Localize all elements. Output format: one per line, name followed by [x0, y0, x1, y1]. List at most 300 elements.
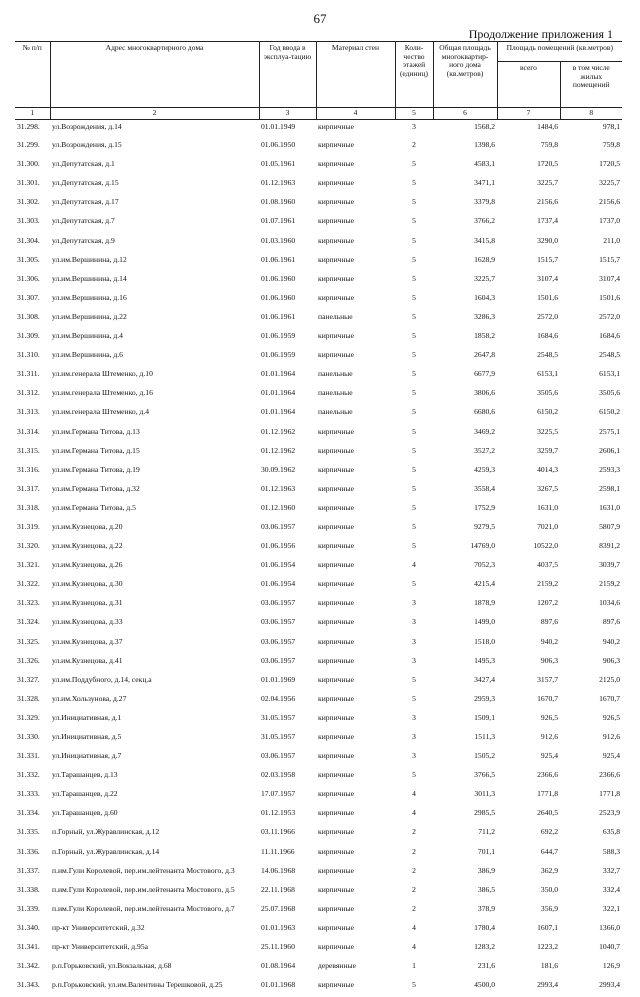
living-area: 926,5 [602, 712, 621, 722]
col-number-1: 1 [15, 108, 50, 120]
wall-material: кирпичные [318, 445, 355, 455]
total-area: 6680,6 [474, 407, 495, 417]
table-row [15, 520, 622, 539]
floors-count: 3 [412, 121, 416, 131]
living-area: 2548,5 [599, 350, 621, 360]
wall-material: кирпичные [318, 922, 355, 932]
row-number: 31.304. [17, 235, 40, 245]
wall-material: кирпичные [318, 846, 355, 856]
total-area: 2647,8 [474, 350, 495, 360]
row-number: 31.322. [17, 579, 40, 589]
address: ул.им.Кузнецова, д.20 [52, 521, 123, 531]
wall-material: кирпичные [318, 350, 355, 360]
premises-area-all: 1684,6 [537, 331, 558, 341]
year-built: 03.06.1957 [261, 655, 296, 665]
premises-area-all: 4014,3 [537, 464, 558, 474]
premises-area-all: 3267,5 [537, 483, 558, 493]
wall-material: кирпичные [318, 178, 355, 188]
total-area: 6677,9 [474, 369, 495, 379]
row-number: 31.320. [17, 541, 40, 551]
address: ул.им.генерала Штеменко, д.10 [52, 369, 153, 379]
total-area: 3225,7 [474, 273, 495, 283]
premises-area-all: 2993,4 [537, 980, 558, 990]
living-area: 3107,4 [599, 273, 621, 283]
premises-area-all: 1515,7 [537, 254, 558, 264]
table-row [15, 234, 622, 253]
table-row [15, 768, 622, 787]
floors-count: 5 [412, 159, 416, 169]
year-built: 01.06.1950 [261, 140, 296, 150]
address: ул.им.Вершинина, д.22 [52, 311, 127, 321]
row-number: 31.308. [17, 311, 40, 321]
floors-count: 5 [412, 369, 416, 379]
table-row [15, 157, 622, 176]
premises-area-all: 644,7 [540, 846, 558, 856]
floors-count: 5 [412, 770, 416, 780]
wall-material: кирпичные [318, 732, 355, 741]
wall-material: кирпичные [318, 827, 355, 837]
floors-count: 4 [412, 789, 416, 799]
premises-area-all: 2572,0 [537, 311, 558, 321]
row-number: 31.298. [17, 121, 40, 131]
living-area: 2159,2 [599, 579, 621, 589]
col-number-6: 6 [433, 108, 497, 120]
premises-area-all: 2548,5 [537, 350, 558, 360]
premises-area-all: 1771,8 [537, 789, 558, 799]
address: ул.Депутатская, д.9 [52, 235, 115, 245]
floors-count: 3 [412, 712, 416, 722]
row-number: 31.303. [17, 216, 40, 226]
premises-area-all: 362,9 [540, 865, 558, 875]
total-area: 3766,5 [474, 770, 495, 780]
address: ул.им.Хользунова, д.27 [52, 693, 127, 703]
address: ул.Тарашанцев, д.22 [52, 789, 118, 799]
living-area: 3225,7 [599, 178, 621, 188]
table-row [15, 119, 622, 138]
table-row [15, 692, 622, 711]
row-number: 31.317. [17, 483, 40, 493]
year-built: 30.09.1962 [261, 464, 296, 474]
living-area: 2593,3 [599, 464, 621, 474]
premises-area-all: 3505,6 [537, 388, 558, 398]
premises-area-all: 7021,0 [537, 521, 558, 531]
total-area: 3286,3 [474, 311, 495, 321]
total-area: 1398,6 [474, 140, 495, 150]
total-area: 3558,4 [474, 483, 495, 493]
living-area: 126,9 [602, 961, 621, 971]
address: пр-кт Университетский, д.32 [52, 922, 145, 932]
floors-count: 2 [412, 903, 416, 913]
table-row [15, 806, 622, 825]
living-area: 1034,6 [599, 598, 621, 608]
row-number: 31.319. [17, 521, 40, 531]
floors-count: 5 [412, 388, 416, 398]
address: ул.им.Вершинина, д.16 [52, 292, 127, 302]
total-area: 1604,3 [474, 292, 495, 302]
total-area: 3471,1 [474, 178, 495, 188]
living-area: 332,7 [602, 865, 621, 875]
year-built: 01.01.1969 [261, 674, 296, 684]
floors-count: 5 [412, 311, 416, 321]
address: ул.Депутатская, д.17 [52, 197, 119, 207]
premises-area-all: 3225,5 [537, 426, 558, 436]
table-row [15, 214, 622, 233]
wall-material: кирпичные [318, 254, 355, 264]
address: ул.Депутатская, д.15 [52, 178, 119, 188]
row-number: 31.309. [17, 331, 40, 341]
row-number: 31.314. [17, 426, 40, 436]
row-number: 31.334. [17, 808, 40, 818]
premises-area-all: 3157,7 [537, 674, 558, 684]
address: ул.Тарашанцев, д.60 [52, 808, 118, 818]
row-number: 31.330. [17, 732, 40, 741]
table-row [15, 749, 622, 768]
wall-material: кирпичные [318, 693, 355, 703]
row-number: 31.332. [17, 770, 40, 780]
address: р.п.Горьковский, ул.Вокзальная, д.68 [52, 961, 172, 971]
year-built: 01.08.1964 [261, 961, 296, 971]
year-built: 01.01.1964 [261, 407, 296, 417]
address: ул.им.Кузнецова, д.26 [52, 560, 123, 570]
floors-count: 5 [412, 980, 416, 990]
year-built: 01.12.1963 [261, 178, 296, 188]
total-area: 2985,5 [474, 808, 495, 818]
table-row [15, 405, 622, 424]
floors-count: 5 [412, 579, 416, 589]
total-area: 1511,3 [474, 732, 495, 741]
total-area: 3011,3 [474, 789, 495, 799]
year-built: 22.11.1968 [261, 884, 295, 894]
row-number: 31.337. [17, 865, 40, 875]
address: ул.Возрождения, д.14 [52, 121, 122, 131]
wall-material: кирпичные [318, 617, 355, 627]
address: ул.им.Кузнецова, д.33 [52, 617, 123, 627]
wall-material: кирпичные [318, 197, 355, 207]
year-built: 01.12.1963 [261, 483, 296, 493]
premises-area-all: 356,9 [540, 903, 558, 913]
row-number: 31.336. [17, 846, 40, 856]
address: ул.им.Вершинина, д.12 [52, 254, 127, 264]
address: ул.им.Поддубного, д.14, секц.а [52, 674, 152, 684]
address: пр-кт Университетский, д.95а [52, 942, 148, 952]
address: ул.им.Кузнецова, д.31 [52, 598, 123, 608]
address: ул.им.Германа Титова, д.15 [52, 445, 140, 455]
address: ул.Тарашанцев, д.13 [52, 770, 118, 780]
header-premises-all: всего [497, 62, 560, 108]
table-row [15, 959, 622, 978]
table-row [15, 367, 622, 386]
row-number: 31.313. [17, 407, 40, 417]
table-row [15, 291, 622, 310]
row-number: 31.316. [17, 464, 40, 474]
address: ул.им.Кузнецова, д.41 [52, 655, 123, 665]
header-floors: Коли-чество этажей (единиц) [395, 42, 433, 108]
year-built: 02.04.1956 [261, 693, 296, 703]
row-number: 31.335. [17, 827, 40, 837]
total-area: 701,1 [477, 846, 495, 856]
floors-count: 5 [412, 273, 416, 283]
year-built: 01.12.1953 [261, 808, 296, 818]
row-number: 31.341. [17, 942, 40, 952]
premises-area-all: 10522,0 [533, 541, 558, 551]
wall-material: панельные [318, 388, 353, 398]
row-number: 31.339. [17, 903, 40, 913]
total-area: 4500,0 [474, 980, 495, 990]
wall-material: кирпичные [318, 751, 355, 761]
floors-count: 1 [412, 961, 416, 971]
table-row [15, 386, 622, 405]
total-area: 14769,0 [470, 541, 495, 551]
premises-area-all: 6150,2 [537, 407, 558, 417]
address: ул.им.Кузнецова, д.30 [52, 579, 123, 589]
total-area: 1858,2 [474, 331, 495, 341]
floors-count: 4 [412, 922, 416, 932]
wall-material: кирпичные [318, 808, 355, 818]
premises-area-all: 2159,2 [537, 579, 558, 589]
row-number: 31.342. [17, 961, 40, 971]
premises-area-all: 926,5 [540, 712, 558, 722]
table-row [15, 176, 622, 195]
floors-count: 5 [412, 426, 416, 436]
table-row [15, 845, 622, 864]
year-built: 25.11.1960 [261, 942, 295, 952]
header-num: № п/п [15, 42, 50, 108]
year-built: 03.06.1957 [261, 617, 296, 627]
floors-count: 5 [412, 178, 416, 188]
year-built: 01.06.1960 [261, 273, 296, 283]
floors-count: 3 [412, 732, 416, 741]
row-number: 31.338. [17, 884, 40, 894]
address: ул.им.Кузнецова, д.22 [52, 541, 123, 551]
total-area: 1499,0 [474, 617, 495, 627]
wall-material: кирпичные [318, 636, 355, 646]
living-area: 322,1 [602, 903, 621, 913]
floors-count: 5 [412, 693, 416, 703]
wall-material: кирпичные [318, 903, 355, 913]
floors-count: 5 [412, 483, 416, 493]
floors-count: 5 [412, 331, 416, 341]
row-number: 31.321. [17, 560, 40, 570]
row-number: 31.343. [17, 980, 40, 990]
living-area: 5807,9 [599, 521, 621, 531]
premises-area-all: 940,2 [540, 636, 558, 646]
living-area: 1501,6 [599, 292, 621, 302]
year-built: 01.12.1960 [261, 502, 296, 512]
living-area: 2523,9 [599, 808, 621, 818]
year-built: 11.11.1966 [261, 846, 295, 856]
address: п.Горный, ул.Журавлинская, д.14 [52, 846, 160, 856]
table-row [15, 310, 622, 329]
living-area: 6150,2 [599, 407, 621, 417]
premises-area-all: 2156,6 [537, 197, 558, 207]
total-area: 3527,2 [474, 445, 495, 455]
wall-material: кирпичные [318, 121, 355, 131]
address: ул.им.Германа Титова, д.5 [52, 502, 136, 512]
address: ул.им.Вершинина, д.4 [52, 331, 123, 341]
address: р.п.Горьковский, ул.им.Валентины Терешковой, д.25 [52, 980, 223, 990]
address: ул.им.Германа Титова, д.19 [52, 464, 140, 474]
address: ул.Инициативная, д.7 [52, 751, 122, 761]
row-number: 31.323. [17, 598, 40, 608]
floors-count: 2 [412, 884, 416, 894]
living-area: 2993,4 [599, 980, 621, 990]
living-area: 3505,6 [599, 388, 621, 398]
floors-count: 3 [412, 617, 416, 627]
floors-count: 5 [412, 235, 416, 245]
living-area: 940,2 [602, 636, 621, 646]
total-area: 378,9 [477, 903, 495, 913]
living-area: 332,4 [602, 884, 621, 894]
col-number-7: 7 [497, 108, 560, 120]
table-row [15, 348, 622, 367]
floors-count: 5 [412, 464, 416, 474]
wall-material: кирпичные [318, 865, 355, 875]
row-number: 31.327. [17, 674, 40, 684]
header-wall-material: Материал стен [316, 42, 395, 108]
living-area: 588,3 [602, 846, 621, 856]
wall-material: кирпичные [318, 674, 355, 684]
year-built: 03.06.1957 [261, 598, 296, 608]
row-number: 31.315. [17, 445, 40, 455]
row-number: 31.307. [17, 292, 40, 302]
premises-area-all: 3259,7 [537, 445, 558, 455]
year-built: 17.07.1957 [261, 789, 296, 799]
premises-area-all: 1484,6 [537, 121, 558, 131]
table-row [15, 883, 622, 902]
col-number-3: 3 [259, 108, 316, 120]
premises-area-all: 912,6 [540, 732, 558, 741]
row-number: 31.340. [17, 922, 40, 932]
premises-area-all: 6153,1 [537, 369, 558, 379]
premises-area-all: 3290,0 [537, 235, 558, 245]
wall-material: панельные [318, 407, 353, 417]
row-number: 31.324. [17, 617, 40, 627]
address: ул.Инициативная, д.1 [52, 712, 122, 722]
living-area: 1684,6 [599, 331, 621, 341]
wall-material: кирпичные [318, 502, 355, 512]
wall-material: кирпичные [318, 942, 355, 952]
apartment-buildings-table [15, 41, 622, 997]
total-area: 7052,3 [474, 560, 495, 570]
header-premises-area: Площадь помещений (кв.метров) [497, 42, 622, 62]
table-row [15, 615, 622, 634]
wall-material: кирпичные [318, 426, 355, 436]
header-total-area: Общая площадь многоквартир-ного дома (кв.метров) [433, 42, 497, 108]
wall-material: кирпичные [318, 789, 355, 799]
col-number-8: 8 [560, 108, 622, 120]
year-built: 01.06.1961 [261, 311, 296, 321]
row-number: 31.306. [17, 273, 40, 283]
year-built: 01.08.1960 [261, 197, 296, 207]
year-built: 01.01.1964 [261, 369, 296, 379]
table-row [15, 978, 622, 997]
floors-count: 5 [412, 216, 416, 226]
address: ул.Депутатская, д.1 [52, 159, 115, 169]
year-built: 01.06.1954 [261, 579, 296, 589]
row-number: 31.311. [17, 369, 40, 379]
row-number: 31.312. [17, 388, 40, 398]
wall-material: панельные [318, 311, 353, 321]
year-built: 01.06.1961 [261, 254, 296, 264]
wall-material: кирпичные [318, 273, 355, 283]
table-row [15, 711, 622, 730]
table-row [15, 825, 622, 844]
address: ул.Депутатская, д.7 [52, 216, 115, 226]
year-built: 02.03.1958 [261, 770, 296, 780]
total-area: 711,2 [478, 827, 495, 837]
wall-material: кирпичные [318, 712, 355, 722]
living-area: 2156,6 [599, 197, 621, 207]
table-row [15, 138, 622, 157]
floors-count: 5 [412, 541, 416, 551]
row-number: 31.299. [17, 140, 40, 150]
address: ул.Возрождения, д.15 [52, 140, 122, 150]
row-number: 31.302. [17, 197, 40, 207]
address: ул.им.Германа Титова, д.32 [52, 483, 140, 493]
table-row [15, 921, 622, 940]
floors-count: 5 [412, 674, 416, 684]
wall-material: кирпичные [318, 579, 355, 589]
premises-area-all: 906,3 [540, 655, 558, 665]
table-row [15, 558, 622, 577]
year-built: 25.07.1968 [261, 903, 296, 913]
living-area: 6153,1 [599, 369, 621, 379]
living-area: 2366,6 [599, 770, 621, 780]
total-area: 1505,2 [474, 751, 495, 761]
wall-material: кирпичные [318, 598, 355, 608]
wall-material: кирпичные [318, 464, 355, 474]
table-row [15, 482, 622, 501]
wall-material: кирпичные [318, 235, 355, 245]
floors-count: 5 [412, 292, 416, 302]
living-area: 1720,5 [599, 159, 621, 169]
year-built: 03.06.1957 [261, 751, 296, 761]
table-row [15, 539, 622, 558]
floors-count: 3 [412, 751, 416, 761]
living-area: 8391,2 [599, 541, 621, 551]
table-row [15, 425, 622, 444]
living-area: 2575,1 [599, 426, 621, 436]
living-area: 1670,7 [599, 693, 621, 703]
table-row [15, 654, 622, 673]
total-area: 1780,4 [474, 922, 495, 932]
year-built: 01.01.1968 [261, 980, 296, 990]
total-area: 4259,3 [474, 464, 495, 474]
wall-material: кирпичные [318, 216, 355, 226]
wall-material: кирпичные [318, 521, 355, 531]
col-number-5: 5 [395, 108, 433, 120]
wall-material: кирпичные [318, 159, 355, 169]
year-built: 01.07.1961 [261, 216, 296, 226]
total-area: 1752,9 [474, 502, 495, 512]
total-area: 386,9 [477, 865, 495, 875]
year-built: 01.01.1963 [261, 922, 296, 932]
floors-count: 2 [412, 865, 416, 875]
premises-area-all: 1607,1 [537, 922, 558, 932]
living-area: 2572,0 [599, 311, 621, 321]
total-area: 386,5 [477, 884, 495, 894]
total-area: 3766,2 [474, 216, 495, 226]
page-number: 67 [313, 11, 327, 26]
floors-count: 3 [412, 636, 416, 646]
row-number: 31.329. [17, 712, 40, 722]
row-number: 31.331. [17, 751, 40, 761]
living-area: 1737,0 [599, 216, 621, 226]
year-built: 03.06.1957 [261, 521, 296, 531]
floors-count: 5 [412, 502, 416, 512]
table-row [15, 195, 622, 214]
table-row [15, 501, 622, 520]
